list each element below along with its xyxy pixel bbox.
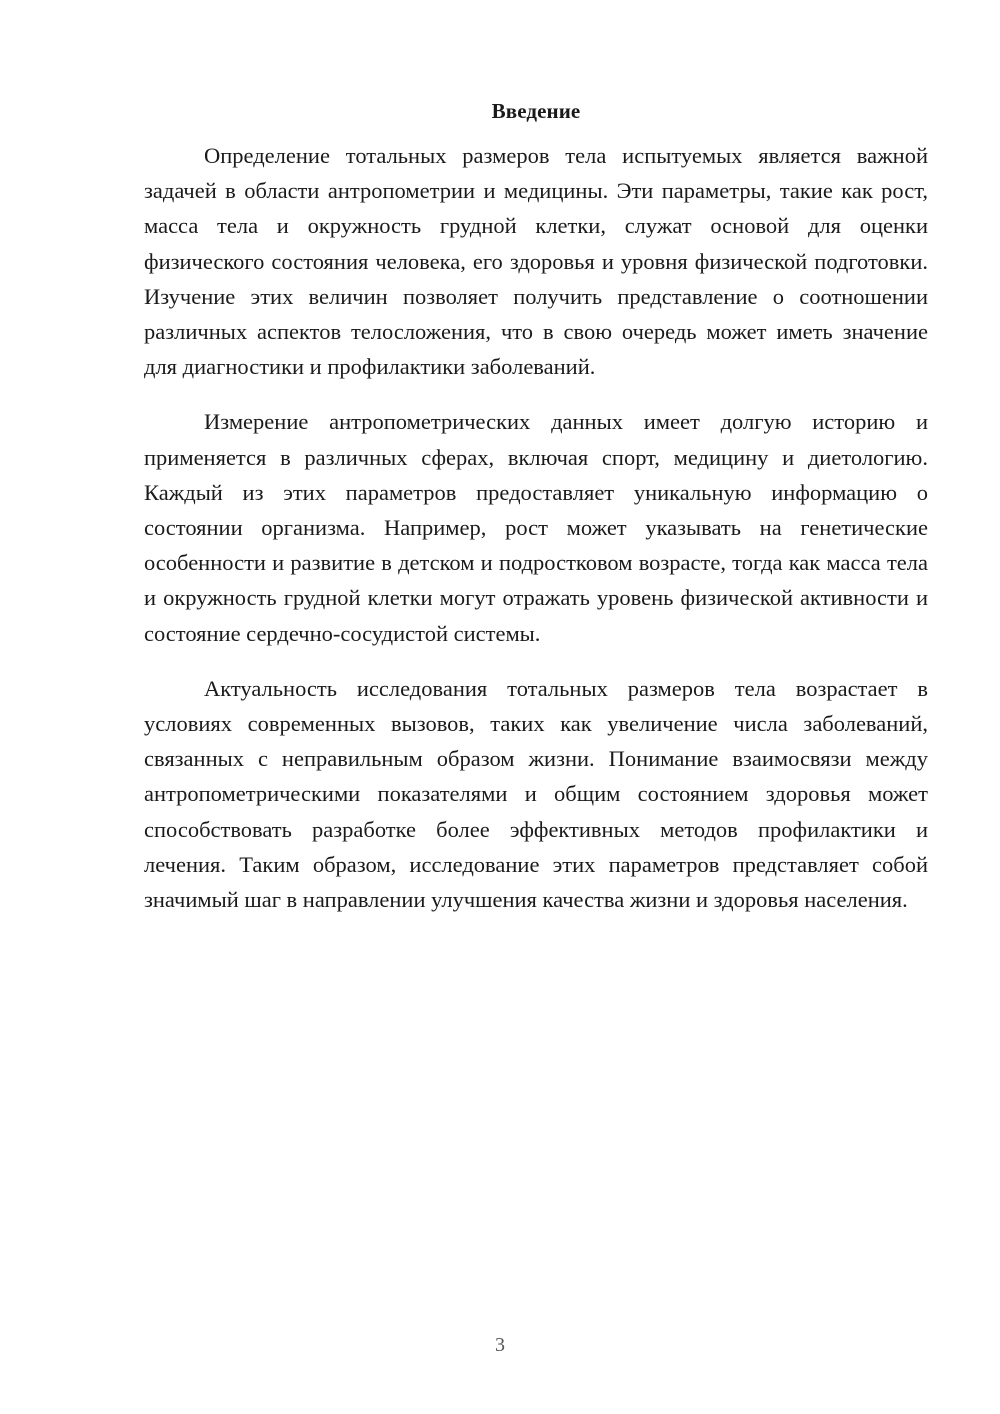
paragraph-2: Измерение антропометрических данных имеет долгую историю и применяется в различных сферах, включая спорт, медицину и диетологию. Каждый из этих параметров предоставляет уникальную информацию о состоянии организма. Например, рост может указывать на генетические особенности и развитие в детском и подростковом возрасте, тогда как масса тела и окружность грудной клетки могут отражать уровень физической активности и состояние сердечно-сосудистой системы. [144, 409, 928, 646]
paragraph-3: Актуальность исследования тотальных размеров тела возрастает в условиях современных вызовов, таких как увеличение числа заболеваний, связанных с неправильным образом жизни. Понимание взаимосвязи между антропометрическими показателями и общим состоянием здоровья может способствовать разработке более эффективных методов профилактики и лечения. Таким образом, исследование этих параметров представляет собой значимый шаг в направлении улучшения качества жизни и здоровья населения. [144, 675, 928, 913]
page-number: 3 [495, 1334, 505, 1356]
section-title: Введение [491, 99, 581, 123]
paragraph-1: Определение тотальных размеров тела испытуемых является важной задачей в области антропометрии и медицины. Эти параметры, такие как рост, масса тела и окружность грудной клетки, служат основой для оценки физического состояния человека, его здоровья и уровня физической подготовки. Изучение этих величин позволяет получить представление о соотношении различных аспектов телосложения, что в свою очередь может иметь значение для диагностики и профилактики заболеваний. [144, 143, 928, 380]
page-content [144, 96, 928, 937]
